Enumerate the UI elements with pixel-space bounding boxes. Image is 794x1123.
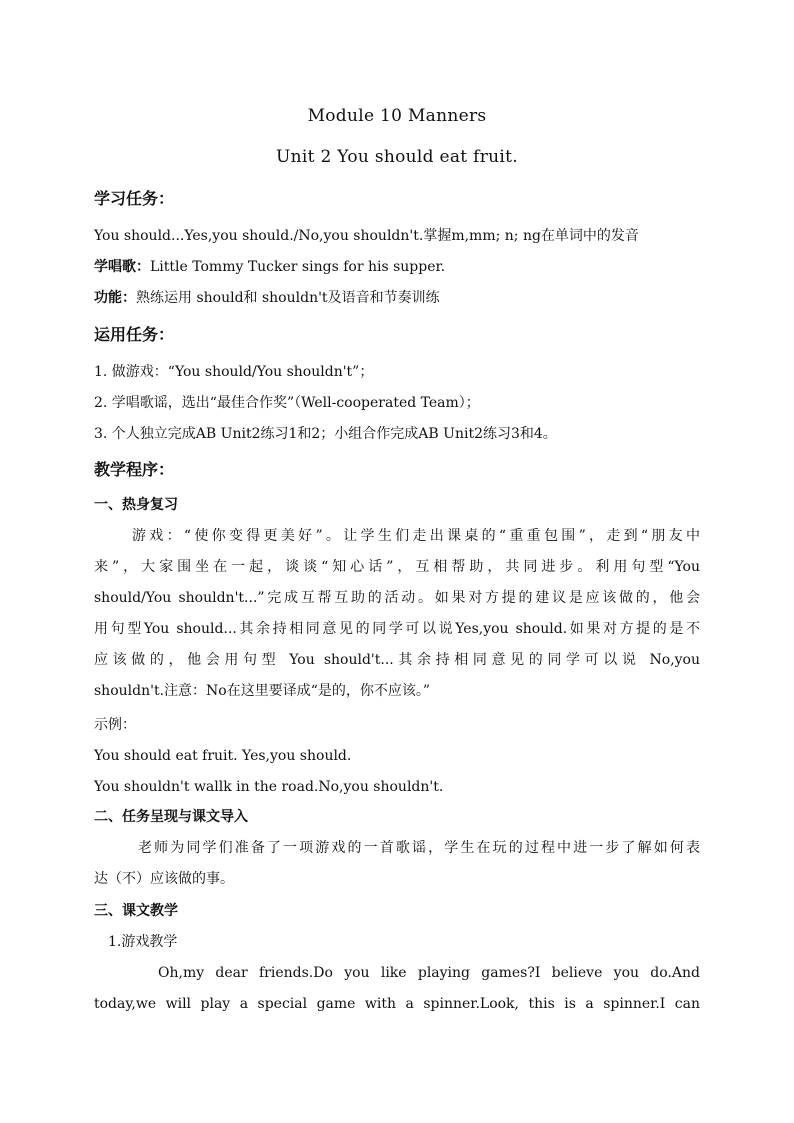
song-text: Little Tommy Tucker sings for his supper. bbox=[150, 259, 446, 275]
paragraph-line: 来”，大家围坐在一起，谈谈“知心话”，互相帮助，共同进步。利用句型“You bbox=[94, 559, 700, 575]
song-label: 学唱歌： bbox=[94, 259, 150, 275]
paragraph-line: 应该做的，他会用句型 You should't...其余持相同意见的同学可以说 No,you bbox=[94, 652, 700, 668]
example-label: 示例： bbox=[94, 717, 136, 733]
paragraph-line: Oh,my dear friends.Do you like playing games?I believe you do.And bbox=[158, 965, 700, 981]
paragraph-line: 用句型You should...其余持相同意见的同学可以说Yes,you should.如果对方提的是不 bbox=[94, 621, 700, 637]
paragraph-line: 游戏：“使你变得更美好”。让学生们走出课桌的“重重包围”，走到“朋友中 bbox=[132, 528, 700, 544]
module-title: Module 10 Manners bbox=[307, 106, 487, 126]
paragraph-line: should/You shouldn't...”完成互帮互助的活动。如果对方提的建议是应该做的，他会 bbox=[94, 590, 700, 606]
paragraph-line: today,we will play a special game with a spinner.Look, this is a spinner.I can bbox=[94, 996, 700, 1012]
learning-tasks-heading: 学习任务： bbox=[94, 189, 175, 208]
paragraph-line: shouldn't.注意：No在这里要译成“是的，你不应该。” bbox=[94, 683, 431, 699]
section1-heading: 一、热身复习 bbox=[94, 497, 178, 513]
apply-task-item: 3. 个人独立完成AB Unit2练习1和2；小组合作完成AB Unit2练习3和4。 bbox=[94, 426, 557, 442]
section3-heading: 三、课文教学 bbox=[94, 903, 178, 919]
example-line: You shouldn't wallk in the road.No,you shouldn't. bbox=[94, 779, 444, 795]
apply-task-item: 2. 学唱歌谣，选出“最佳合作奖”（Well-cooperated Team）； bbox=[94, 395, 480, 411]
paragraph-line: 老师为同学们准备了一项游戏的一首歌谣，学生在玩的过程中进一步了解如何表 bbox=[138, 840, 700, 856]
apply-tasks-heading: 运用任务： bbox=[94, 325, 175, 344]
function-line bbox=[94, 288, 700, 308]
learning-tasks-line: You should...Yes,you should./No,you shouldn't.掌握m,mm; n; ng在单词中的发音 bbox=[94, 228, 639, 244]
apply-task-item: 1. 做游戏：“You should/You shouldn't”； bbox=[94, 364, 374, 380]
section3-subheading: 1.游戏教学 bbox=[108, 934, 178, 950]
song-line bbox=[94, 257, 700, 277]
function-label: 功能： bbox=[94, 290, 136, 306]
section1-paragraph bbox=[94, 521, 700, 707]
paragraph-line: 达（不）应该做的事。 bbox=[94, 871, 234, 887]
procedure-heading: 教学程序： bbox=[94, 460, 175, 479]
function-text: 熟练运用 should和 shouldn't及语音和节奏训练 bbox=[136, 290, 440, 306]
section2-paragraph bbox=[94, 833, 700, 895]
section3-paragraph bbox=[94, 958, 700, 1020]
section2-heading: 二、任务呈现与课文导入 bbox=[94, 809, 248, 825]
unit-title: Unit 2 You should eat fruit. bbox=[276, 147, 518, 167]
example-line: You should eat fruit. Yes,you should. bbox=[94, 748, 352, 764]
